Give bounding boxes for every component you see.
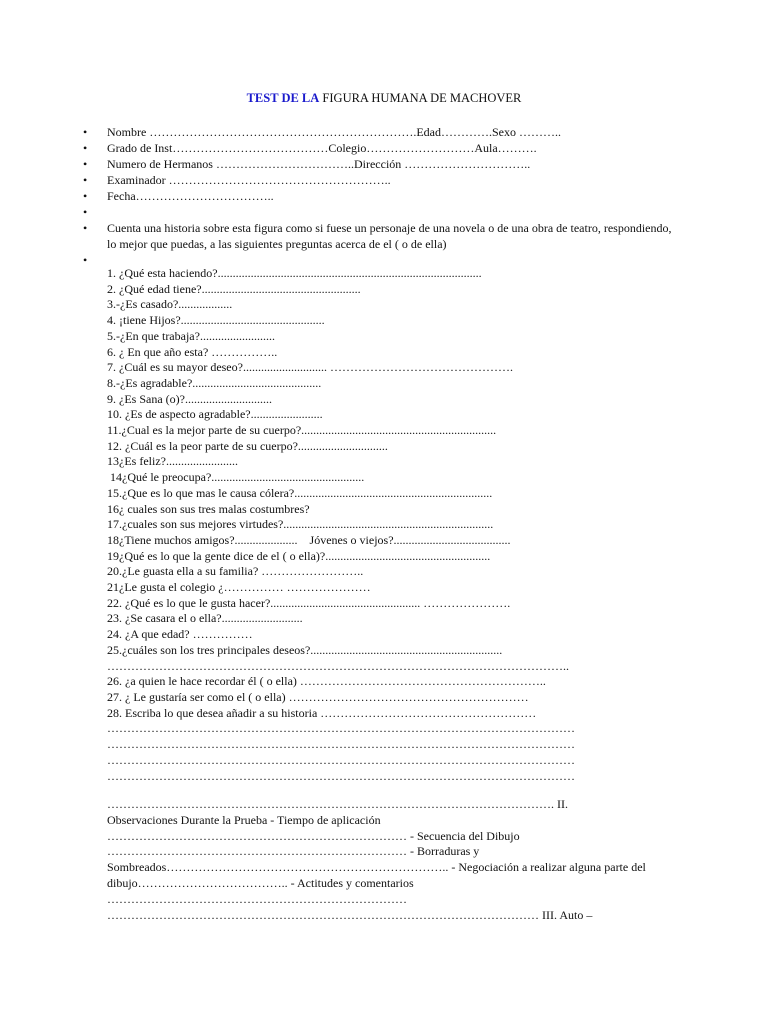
question-line: 2. ¿Qué edad tiene?.....................................................: [107, 281, 361, 296]
question-line: 19¿Qué es lo que la gente dice de el ( o ella)?.......................................................: [107, 548, 491, 563]
question-line: 3.-¿Es casado?..................: [107, 297, 233, 312]
empty-bullet: [83, 204, 673, 220]
question-line: 20.¿Le guasta ella a su familia? ……………………..: [107, 564, 364, 579]
question-line: 27. ¿ Le gustaría ser como el ( o ella) ……………………………………………………: [107, 689, 529, 704]
question-line: 11.¿Cual es la mejor parte de su cuerpo?.................................................................: [107, 423, 497, 438]
question-line: 18¿Tiene muchos amigos?..................... Jóvenes o viejos?.......................................: [107, 532, 511, 547]
question-line: 5.-¿En que trabaja?.........................: [107, 328, 275, 343]
field-examinador: • Examinador ………………………………………………..: [83, 172, 673, 188]
question-line: 25.¿cuáles son los tres principales deseos?................................................................: [107, 642, 503, 657]
question-line: 26. ¿a quien le hace recordar él ( o ella) ……………………………………………………..: [107, 674, 546, 689]
field-fecha: • Fecha……………………………..: [83, 188, 673, 204]
dotted-line: ……………………………………………………………………………………………………..: [107, 658, 569, 673]
question-line: 22. ¿Qué es lo que le gusta hacer?.................................................. ………………….: [107, 595, 511, 610]
question-line: 6. ¿ En que año esta? ……………..: [107, 344, 278, 359]
instructions: • Cuenta una historia sobre esta figura como si fuese un personaje de una novela o de una obra de teatro, respondiendo, lo mejor que puedas, a las siguientes preguntas acerca de el ( o de ella): [83, 220, 673, 252]
observations-section: [107, 797, 657, 923]
title-blue-part: TEST DE LA: [246, 91, 320, 105]
question-line: 13¿Es feliz?........................: [107, 454, 238, 469]
observation-line: …………………………………………………………………: [107, 891, 407, 906]
question-line: 8.-¿Es agradable?...........................................: [107, 375, 322, 390]
observation-line: ………………………………………………………………… - Borraduras y: [107, 844, 480, 859]
section-ii-line: …………………………………………………………………………………………………. II.: [107, 797, 568, 811]
question-line: 14¿Qué le preocupa?...................................................: [107, 470, 365, 485]
dotted-line: ………………………………………………………………………………………………………: [107, 768, 575, 783]
observations-heading: Observaciones Durante la Prueba - Tiempo de aplicación: [107, 812, 381, 827]
question-line: 28. Escriba lo que desea añadir a su historia ………………………………………………: [107, 705, 537, 720]
dotted-line: ………………………………………………………………………………………………………: [107, 737, 575, 752]
question-line: 1. ¿Qué esta haciendo?........................................................................................: [107, 266, 482, 280]
question-line: 21¿Le gusta el colegio ¿…………… …………………: [107, 580, 371, 595]
field-grado: • Grado de Inst…………………………………Colegio………………………Aula……….: [83, 140, 673, 156]
title-rest: FIGURA HUMANA DE MACHOVER: [319, 91, 522, 105]
question-line: 12. ¿Cuál es la peor parte de su cuerpo?..............................: [107, 438, 388, 453]
question-line: 4. ¡tiene Hijos?................................................: [107, 313, 325, 328]
field-hermanos: • Numero de Hermanos ……………………………..Dirección …………………………..: [83, 156, 673, 172]
dotted-line: ………………………………………………………………………………………………………: [107, 752, 575, 767]
observation-line: ………………………………………………………………… - Secuencia del Dibujo: [107, 828, 520, 843]
question-line: 24. ¿A que edad? ……………: [107, 627, 253, 642]
question-line: 7. ¿Cuál es su mayor deseo?............................ ……………………………………….: [107, 360, 513, 375]
question-line: 17.¿cuales son sus mejores virtudes?......................................................................: [107, 517, 494, 532]
question-line: 10. ¿Es de aspecto agradable?........................: [107, 407, 323, 422]
page-title: [0, 91, 768, 106]
dotted-line: ………………………………………………………………………………………………………: [107, 721, 575, 736]
questions-list: [107, 266, 667, 784]
question-line: 15.¿Que es lo que mas le causa cólera?..................................................................: [107, 485, 493, 500]
section-iii-line: ……………………………………………………………………………………………… III. Auto –: [107, 907, 593, 922]
question-line: 23. ¿Se casara el o ella?...........................: [107, 611, 303, 626]
field-nombre: • Nombre ………………………………………………………….Edad………….Sexo ………..: [83, 124, 673, 140]
question-line: 9. ¿Es Sana (o)?.............................: [107, 391, 272, 406]
question-line: 16¿ cuales son sus tres malas costumbres?: [107, 501, 310, 516]
observation-paragraph: Sombreados…………………………………………………………….. - Negociación a realizar alguna parte del dibujo……………………………….. - Actitudes y comentarios: [107, 860, 646, 890]
bullet-list: [83, 124, 673, 268]
